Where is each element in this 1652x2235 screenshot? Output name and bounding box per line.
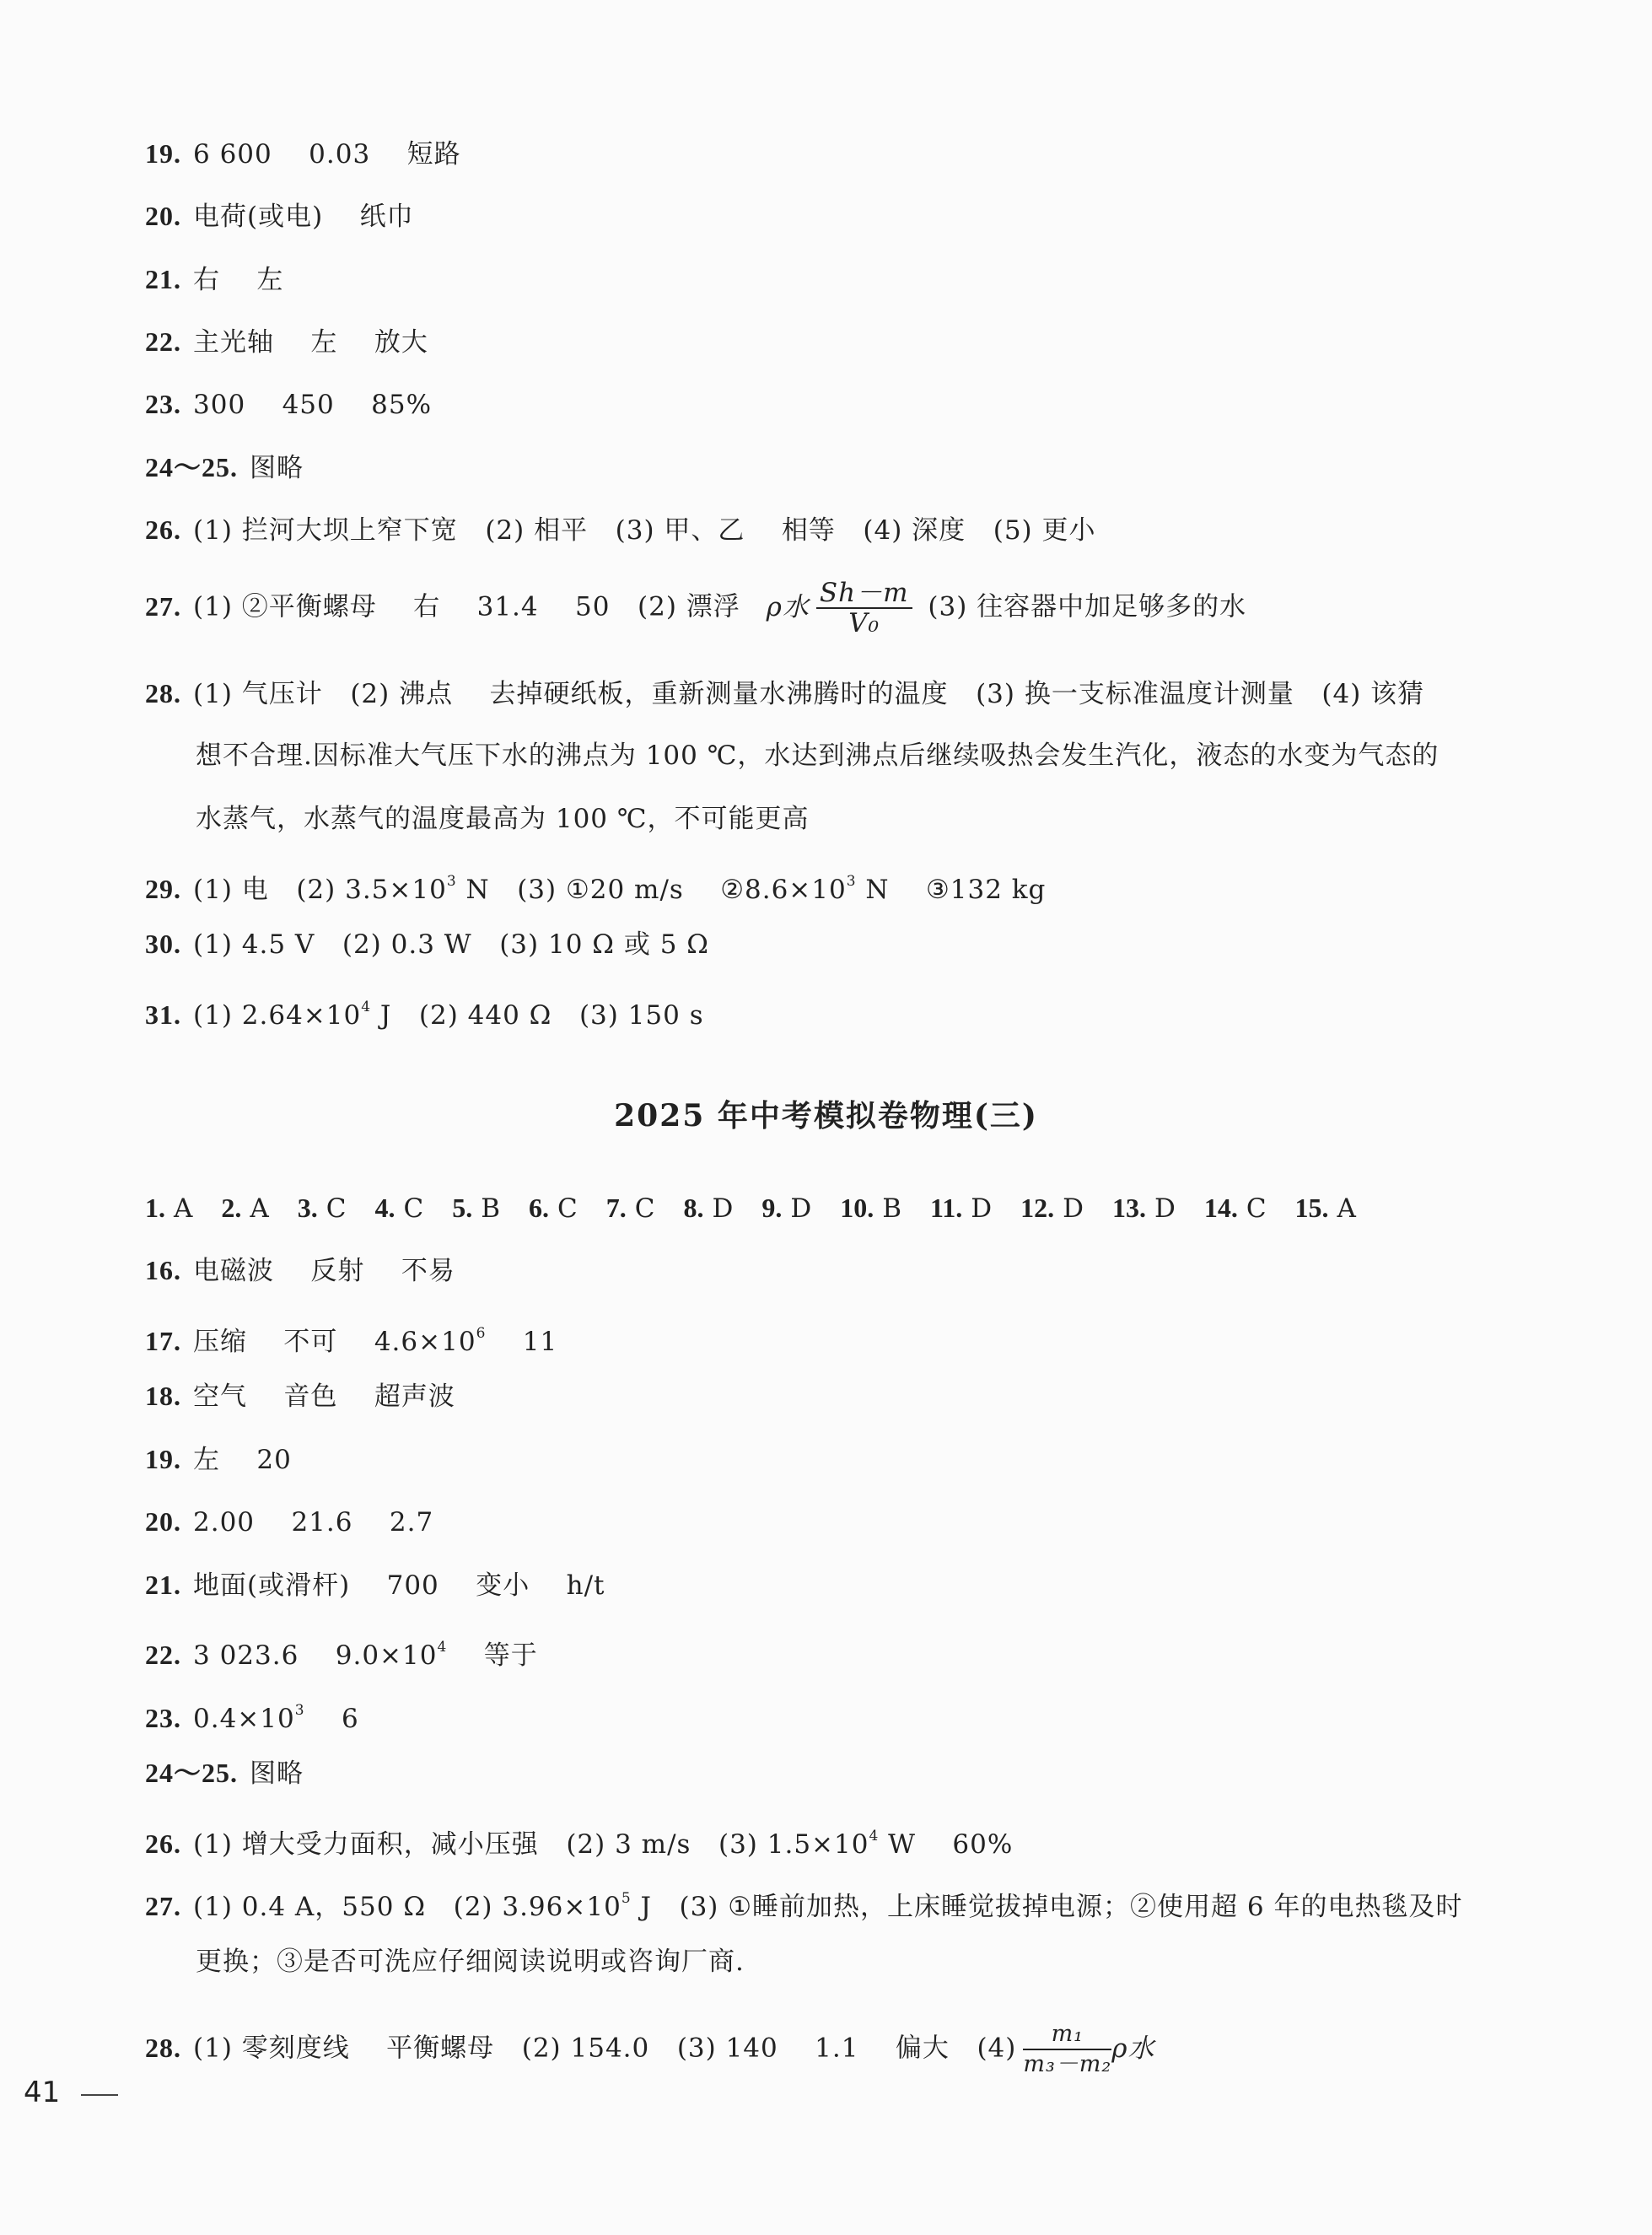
page-number: 41 bbox=[24, 2076, 61, 2109]
mc-answer: C bbox=[1246, 1193, 1267, 1224]
answer-17: 17. 压缩 不可 $4.6\times 10^6$ 11 bbox=[145, 1325, 558, 1357]
answer-24-25b: 24～25. 图略 bbox=[145, 1758, 304, 1789]
mc-answer: A bbox=[1337, 1193, 1356, 1224]
answer-23: 23. 300 450 85% bbox=[145, 389, 433, 420]
mc-answer: B bbox=[882, 1193, 901, 1224]
mc-answer: D bbox=[712, 1193, 734, 1224]
page-number-dash bbox=[81, 2094, 118, 2096]
answer-26: 26. (1) 拦河大坝上窄下宽 (2) 相平 (3) 甲、乙 相等 (4) 深度 (5) 更小 bbox=[145, 514, 1096, 546]
answer-20b: 20. 2.00 21.6 2.7 bbox=[145, 1506, 434, 1538]
answer-16: 16. 电磁波 反射 不易 bbox=[145, 1255, 455, 1286]
mc-question-number: 5. bbox=[452, 1193, 473, 1223]
mc-question-number: 8. bbox=[683, 1193, 704, 1223]
answer-22: 22. 主光轴 左 放大 bbox=[145, 326, 428, 358]
mc-question-number: 1. bbox=[145, 1193, 165, 1223]
answer-28-cont-1: 想不合理.因标准大气压下水的沸点为 100 ℃，水达到沸点后继续吸热会发生汽化，液态的水变为气态的 bbox=[196, 741, 1439, 771]
answer-28: 28. (1) 气压计 (2) 沸点 去掉硬纸板，重新测量水沸腾时的温度 (3) 换一支标准温度计测量 (4) 该猜 bbox=[145, 678, 1425, 709]
answer-31: 31. (1) $2.64\times 10^4$ J (2) 440 Ω (3) 150 s bbox=[145, 999, 704, 1031]
mc-answer: A bbox=[174, 1193, 193, 1224]
mc-question-number: 6. bbox=[529, 1193, 550, 1223]
mc-answer: D bbox=[1063, 1193, 1084, 1224]
mc-question-number: 14. bbox=[1203, 1193, 1238, 1223]
answer-27b-cont: 更换；③是否可洗应仔细阅读说明或咨询厂商. bbox=[196, 1947, 745, 1977]
answer-26b: 26. (1) 增大受力面积，减小压强 (2) 3 m/s (3) $1.5\times 10^4$ W 60% bbox=[145, 1828, 1014, 1860]
mc-answer: D bbox=[971, 1193, 993, 1224]
formula-fraction: $\frac{Sh-m}{\text{V₀}}$ bbox=[816, 579, 912, 638]
mc-answer: A bbox=[250, 1193, 269, 1224]
mc-question-number: 7. bbox=[605, 1193, 627, 1223]
mc-answer: B bbox=[481, 1193, 501, 1224]
mc-question-number: 4. bbox=[374, 1193, 396, 1223]
answer-27b: 27. (1) 0.4 A，550 Ω (2) $3.96\times 10^5$ J (3) ①睡前加热，上床睡觉拔掉电源；②使用超 6 年的电热毯及时 bbox=[145, 1890, 1463, 1922]
section-title: 2025 年中考模拟卷物理(三) bbox=[614, 1098, 1038, 1134]
formula-fraction: $\frac{\text{m₁}}{\text{m₃－m₂}}$ bbox=[1023, 2021, 1112, 2077]
answer-28-cont-2: 水蒸气，水蒸气的温度最高为 100 ℃，不可能更高 bbox=[196, 804, 810, 834]
mc-answer: C bbox=[557, 1193, 578, 1224]
mc-question-number: 13. bbox=[1111, 1193, 1146, 1223]
answer-22b: 22. 3 023.6 $9.0\times 10^4$ 等于 bbox=[145, 1639, 538, 1671]
answer-24-25: 24～25. 图略 bbox=[145, 452, 304, 483]
mc-question-number: 10. bbox=[840, 1193, 874, 1223]
answer-23b: 23. $0.4\times 10^3$ 6 bbox=[145, 1702, 359, 1734]
answer-21b: 21. 地面(或滑杆) 700 变小 h/t bbox=[145, 1570, 605, 1601]
mc-answer: C bbox=[403, 1193, 424, 1224]
multiple-choice-answers bbox=[145, 1191, 1385, 1225]
answer-27: 27. (1) ②平衡螺母 右 31.4 50 (2) 漂浮 ρ水 $\frac{Sh-m}{\text{V₀}}$ (3) 往容器中加足够多的水 bbox=[145, 578, 1247, 638]
answer-30: 30. (1) 4.5 V (2) 0.3 W (3) 10 Ω 或 5 Ω bbox=[145, 929, 709, 960]
mc-question-number: 3. bbox=[297, 1193, 318, 1223]
mc-answer: C bbox=[634, 1193, 655, 1224]
mc-question-number: 12. bbox=[1020, 1193, 1055, 1223]
answer-19b: 19. 左 20 bbox=[145, 1444, 292, 1475]
mc-answer: C bbox=[326, 1193, 347, 1224]
answer-19: 19. 6 600 0.03 短路 bbox=[145, 138, 461, 170]
mc-question-number: 2. bbox=[221, 1193, 242, 1223]
mc-question-number: 11. bbox=[930, 1193, 963, 1223]
mc-question-number: 9. bbox=[761, 1193, 783, 1223]
answer-20: 20. 电荷(或电) 纸巾 bbox=[145, 201, 414, 232]
mc-question-number: 15. bbox=[1294, 1193, 1329, 1223]
mc-answer: D bbox=[1154, 1193, 1176, 1224]
answer-18: 18. 空气 音色 超声波 bbox=[145, 1381, 455, 1412]
answer-29: 29. (1) 电 (2) $3.5\times 10^3$ N (3) ①20 m/s $②8.6\times 10^3$ N ③132 kg bbox=[145, 873, 1047, 905]
answer-28b: 28. (1) 零刻度线 平衡螺母 (2) 154.0 (3) 140 1.1 偏大 (4) $\frac{\text{m₁}}{\text{m₃－m₂}}$ ρ水 bbox=[145, 2021, 1155, 2077]
answer-21: 21. 右 左 bbox=[145, 264, 284, 295]
mc-answer: D bbox=[790, 1193, 812, 1224]
